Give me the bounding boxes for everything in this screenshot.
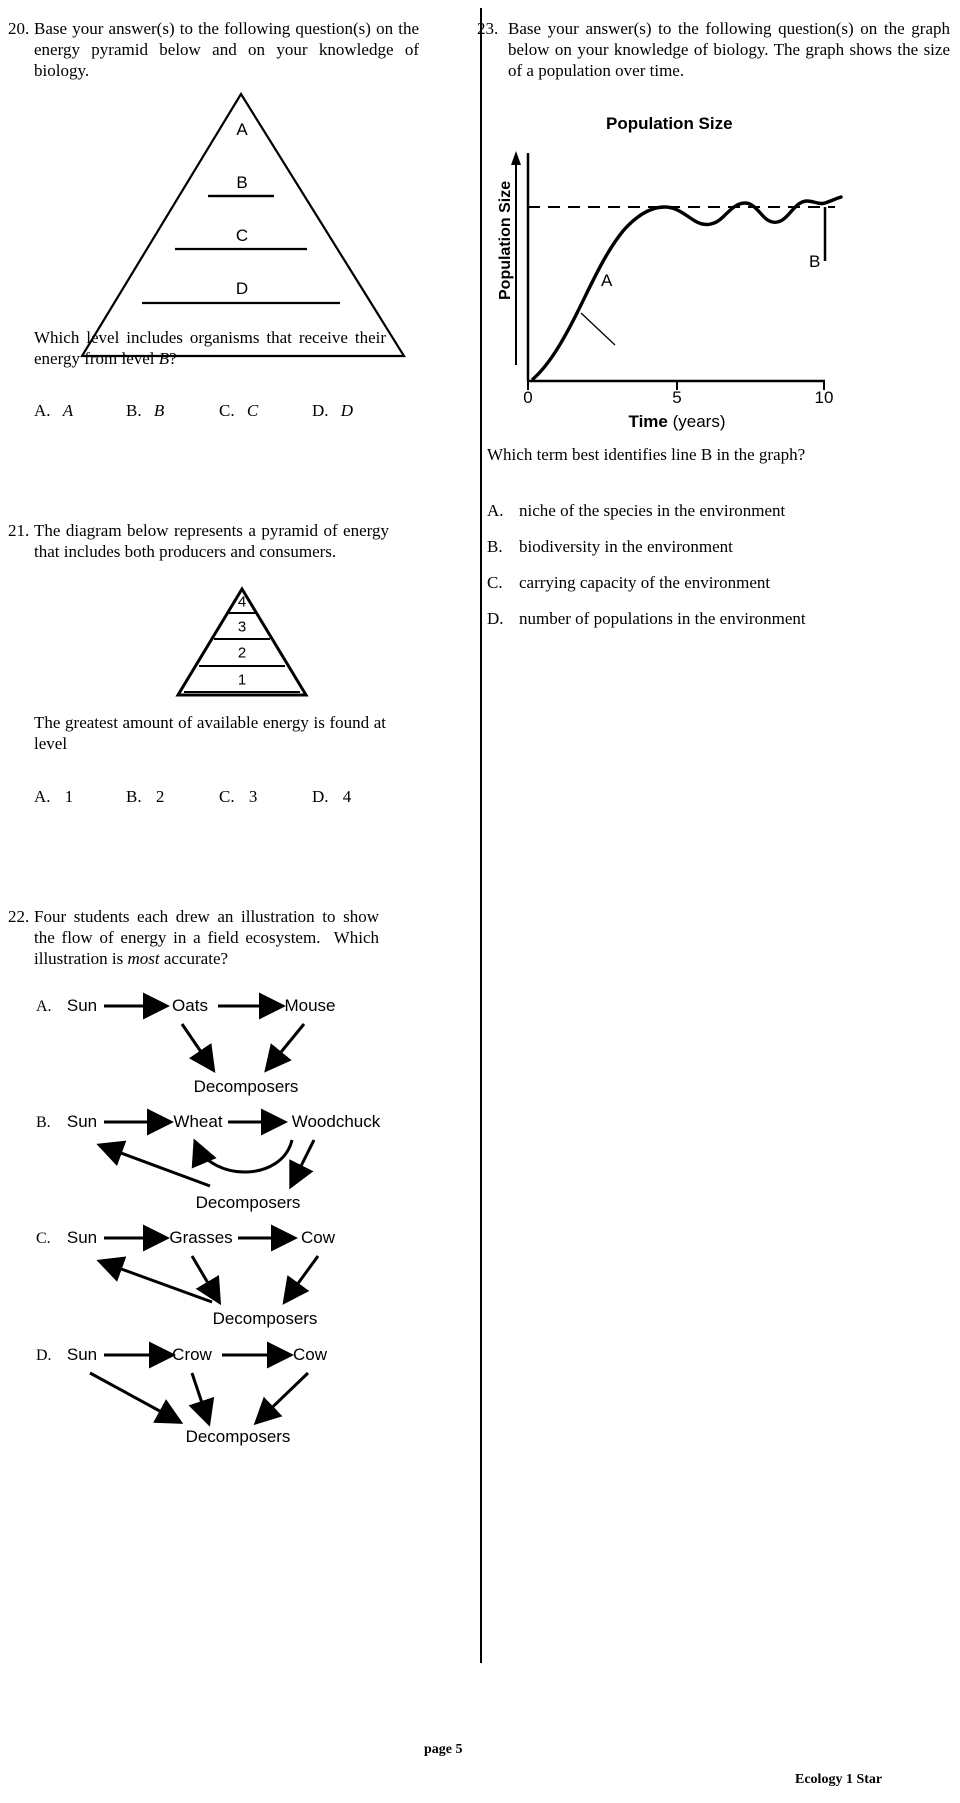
- q23-choice-c-text: carrying capacity of the environment: [519, 573, 771, 592]
- q20-energy-pyramid: [78, 90, 408, 360]
- q20-choice-d[interactable]: [312, 400, 353, 421]
- q23-choice-d-label: D.: [487, 609, 504, 628]
- q20-choice-b-text: B: [153, 401, 165, 420]
- q20-choice-b-label: B.: [126, 401, 142, 420]
- q22-diagram-b: [60, 1106, 400, 1218]
- q22-diagram-a: [60, 990, 380, 1102]
- q22-d-node-cow: Cow: [292, 1345, 328, 1364]
- chart-y-axis-label: Population Size: [497, 180, 514, 300]
- q22-c-node-decomposers: Decomposers: [212, 1309, 318, 1328]
- q22-c-node-grasses: Grasses: [169, 1228, 233, 1247]
- q20-choice-d-label: D.: [312, 401, 329, 420]
- q21-choice-b[interactable]: [126, 786, 164, 807]
- q21-question: The greatest amount of available energy is found at level: [34, 713, 386, 753]
- chart-title: Population Size: [606, 114, 733, 133]
- pyramid-level-label-2: 2: [237, 644, 247, 662]
- q23-choice-c[interactable]: [487, 572, 937, 608]
- q21-choice-a[interactable]: [34, 786, 73, 807]
- q23-stem: Base your answer(s) to the following question(s) on the graph below on your knowledge of biology. The graph shows the size of a population over time.: [508, 19, 950, 80]
- footer-page-number: page 5: [424, 1742, 463, 1757]
- q22-number: 22.: [8, 907, 30, 926]
- q23-choice-d-text: number of populations in the environment: [519, 609, 806, 628]
- q20-choice-a[interactable]: [34, 400, 73, 421]
- q22-a-node-decomposers: Decomposers: [193, 1077, 299, 1096]
- q21-choice-a-text: 1: [64, 787, 74, 806]
- q22-diagram-d: [60, 1339, 380, 1454]
- q23-choice-b-text: biodiversity in the environment: [519, 537, 733, 556]
- pyramid-level-label-d: D: [235, 279, 249, 298]
- q22-b-node-sun: Sun: [66, 1112, 98, 1131]
- q23-choice-b-label: B.: [487, 537, 503, 556]
- population-size-chart: [505, 145, 845, 390]
- q23-choice-a-text: niche of the species in the environment: [519, 501, 786, 520]
- q22-stem-italic: most: [127, 949, 160, 968]
- q22-diagram-c-label: C.: [36, 1230, 51, 1247]
- q22-stem-part1: Four students each drew an illustration to show the flow of energy in a field ecosystem. Which illustration is: [34, 907, 379, 968]
- q22-b-node-wheat: Wheat: [173, 1112, 223, 1131]
- q23-question: Which term best identifies line B in the graph?: [487, 445, 806, 464]
- chart-x-axis-label-bold: Time: [628, 412, 668, 431]
- q22-d-node-decomposers: Decomposers: [185, 1427, 291, 1446]
- q23-number: 23.: [477, 19, 499, 38]
- q22-b-node-woodchuck: Woodchuck: [291, 1112, 381, 1131]
- q20-choice-c-text: C: [246, 401, 259, 420]
- chart-x-axis-label: [629, 412, 726, 432]
- q22-diagram-a-label: A.: [36, 998, 52, 1015]
- q20-question-text-2: ?: [169, 349, 177, 368]
- q23-choice-a[interactable]: [487, 500, 937, 536]
- q22-diagram-b-label: B.: [36, 1114, 51, 1131]
- q23-choice-d[interactable]: [487, 608, 937, 644]
- q21-choice-c[interactable]: [219, 786, 257, 807]
- q21-choice-a-label: A.: [34, 787, 51, 806]
- chart-annotation-b: B: [809, 252, 821, 271]
- q20-stem: Base your answer(s) to the following question(s) on the energy pyramid below and on your knowledge of biology.: [34, 19, 419, 80]
- q21-choice-d-text: 4: [342, 787, 352, 806]
- q21-energy-pyramid: [120, 585, 310, 700]
- q23-choice-a-label: A.: [487, 501, 504, 520]
- q23-choices: [487, 500, 937, 644]
- chart-x-axis-label-unit: (years): [667, 412, 726, 431]
- q21-choice-b-text: 2: [155, 787, 165, 806]
- q22-b-node-decomposers: Decomposers: [195, 1193, 301, 1212]
- q22-stem: [34, 906, 379, 969]
- q22-d-node-sun: Sun: [66, 1345, 98, 1364]
- q20-choice-b[interactable]: [126, 400, 164, 421]
- q23-choice-b[interactable]: [487, 536, 937, 572]
- q21-choice-c-label: C.: [219, 787, 235, 806]
- footer-title: Ecology 1 Star: [795, 1772, 883, 1787]
- q22-c-node-cow: Cow: [300, 1228, 336, 1247]
- q22-d-node-crow: Crow: [172, 1345, 212, 1364]
- q20-question: [34, 327, 386, 369]
- chart-annotation-a: A: [601, 271, 613, 290]
- chart-x-tick-5: 5: [672, 388, 682, 407]
- q21-choice-d-label: D.: [312, 787, 329, 806]
- chart-x-tick-0: 0: [523, 388, 533, 407]
- pyramid-level-label-3: 3: [237, 618, 247, 636]
- q20-choice-c[interactable]: [219, 400, 258, 421]
- pyramid-level-label-a: A: [236, 120, 248, 139]
- q21-choice-c-text: 3: [248, 787, 258, 806]
- q20-choice-a-text: A: [62, 401, 74, 420]
- q22-c-node-sun: Sun: [66, 1228, 98, 1247]
- q20-choice-a-label: A.: [34, 401, 51, 420]
- q20-choice-d-text: D: [340, 401, 354, 420]
- pyramid-level-label-c: C: [235, 226, 249, 245]
- pyramid-level-label-1: 1: [237, 671, 247, 689]
- q20-choice-c-label: C.: [219, 401, 235, 420]
- column-divider: [480, 8, 482, 1663]
- q20-number: 20.: [8, 19, 30, 38]
- q20-question-text-1: Which level includes organisms that receive their energy from level: [34, 328, 386, 368]
- q20-question-level: B: [158, 349, 170, 368]
- q21-choice-d[interactable]: [312, 786, 351, 807]
- q22-stem-part2: accurate?: [159, 949, 229, 968]
- q22-diagram-d-label: D.: [36, 1347, 52, 1364]
- q21-choice-b-label: B.: [126, 787, 142, 806]
- pyramid-level-label-b: B: [236, 173, 248, 192]
- pyramid-level-label-4: 4: [237, 593, 247, 611]
- q22-a-node-mouse: Mouse: [284, 996, 336, 1015]
- q22-a-node-sun: Sun: [66, 996, 98, 1015]
- chart-x-tick-10: 10: [814, 388, 834, 407]
- q21-number: 21.: [8, 521, 30, 540]
- q23-choice-c-label: C.: [487, 573, 503, 592]
- q21-stem: The diagram below represents a pyramid of energy that includes both producers and consumers.: [34, 521, 389, 561]
- q22-diagram-c: [60, 1222, 380, 1334]
- q22-a-node-oats: Oats: [172, 996, 208, 1015]
